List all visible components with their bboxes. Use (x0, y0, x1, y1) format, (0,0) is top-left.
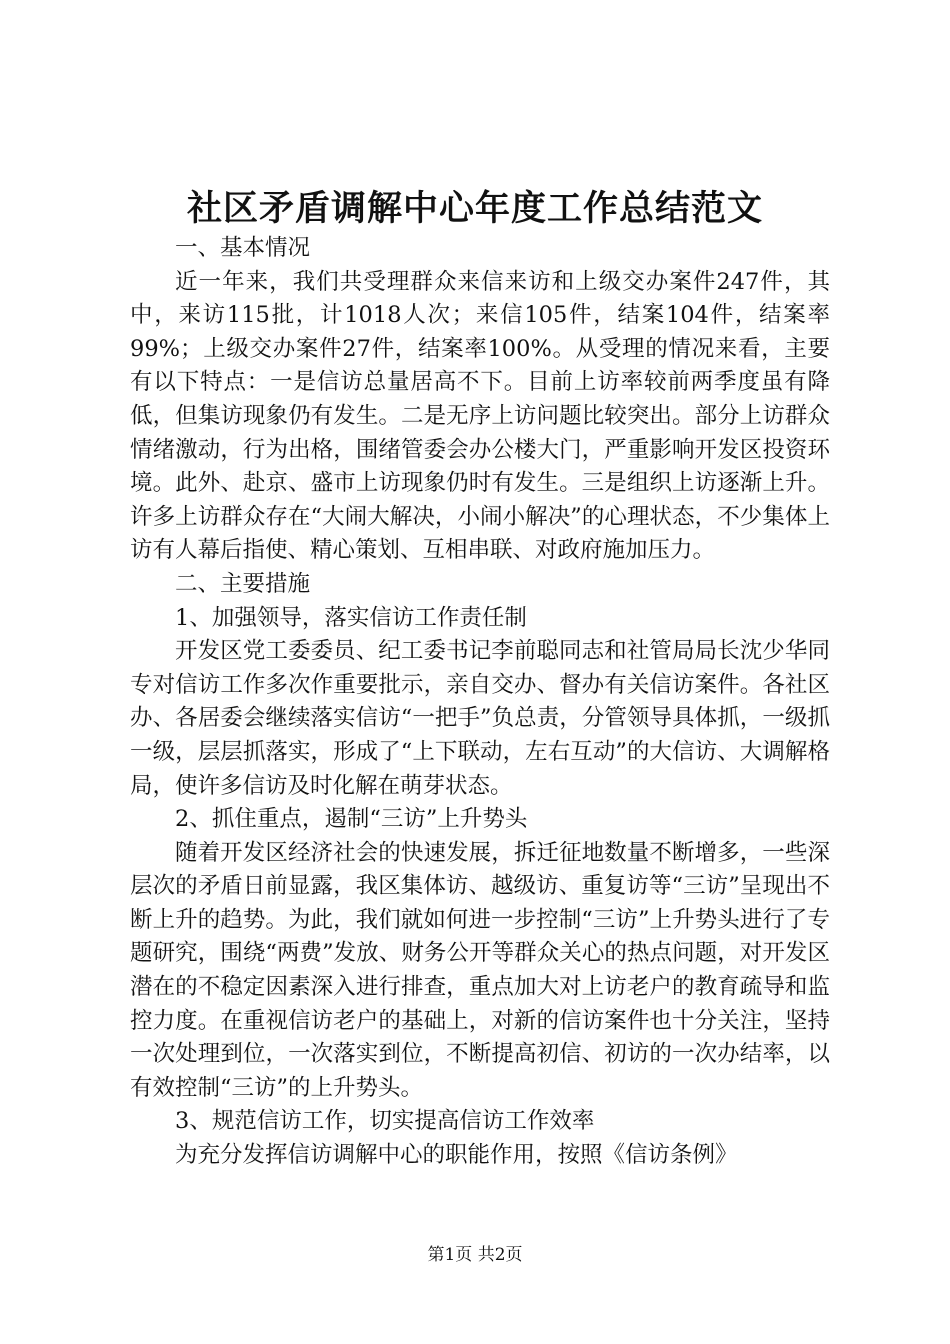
document-title: 社区矛盾调解中心年度工作总结范文 (186, 188, 763, 229)
section-heading-basic-situation: 一、基本情况 (175, 235, 311, 261)
subheading-key-points: 2、抓住重点，遏制“三访”上升势头 (175, 806, 528, 833)
subheading-leadership: 1、加强领导，落实信访工作责任制 (175, 604, 527, 631)
subheading-standardize: 3、规范信访工作，切实提高信访工作效率 (175, 1108, 595, 1135)
paragraph-basic-situation: 近一年来，我们共受理群众来信来访和上级交办案件247件，其中，来访115批，计1018人次；来信105件，结案104件，结案率99%；上级交办案件27件，结案率100%。从受理的情况来看，主要有以下特点：一是信访总量居高不下。目前上访率较前两季度虽有降低，但集访现象仍有发生。二是无序上访问题比较突出。部分上访群众情绪激动，行为出格，围绪管委会办公楼大门，严重影响开发区投资环境。此外、赴京、盛市上访现象仍时有发生。三是组织上访逐渐上升。许多上访群众存在“大闹大解决，小闹小解决”的心理状态，不少集体上访有人幕后指使、精心策划、互相串联、对政府施加压力。 (130, 268, 830, 564)
paragraph-leadership: 开发区党工委委员、纪工委书记李前聪同志和社管局局长沈少华同专对信访工作多次作重要批示，亲自交办、督办有关信访案件。各社区办、各居委会继续落实信访“一把手”负总责，分管领导具体抓，一级抓一级，层层抓落实，形成了“上下联动，左右互动”的大信访、大调解格局，使许多信访及时化解在萌芽状态。 (130, 638, 830, 799)
section-heading-main-measures: 二、主要措施 (175, 570, 311, 597)
paragraph-standardize: 为充分发挥信访调解中心的职能作用，按照《信访条例》 (175, 1142, 738, 1169)
paragraph-key-points: 随着开发区经济社会的快速发展，拆迁征地数量不断增多，一些深层次的矛盾日前显露，我区集体访、越级访、重复访等“三访”呈现出不断上升的趋势。为此，我们就如何进一步控制“三访”上升势头进行了专题研究，围绕“两费”发放、财务公开等群众关心的热点问题，对开发区潜在的不稳定因素深入进行排查，重点加大对上访老户的教育疏导和监控力度。在重视信访老户的基础上，对新的信访案件也十分关注，坚持一次处理到位，一次落实到位，不断提高初信、初访的一次办结率，以有效控制“三访”的上升势头。 (130, 839, 830, 1101)
page-number-footer: 第1页 共2页 (427, 1245, 523, 1265)
document-body (130, 232, 830, 1173)
